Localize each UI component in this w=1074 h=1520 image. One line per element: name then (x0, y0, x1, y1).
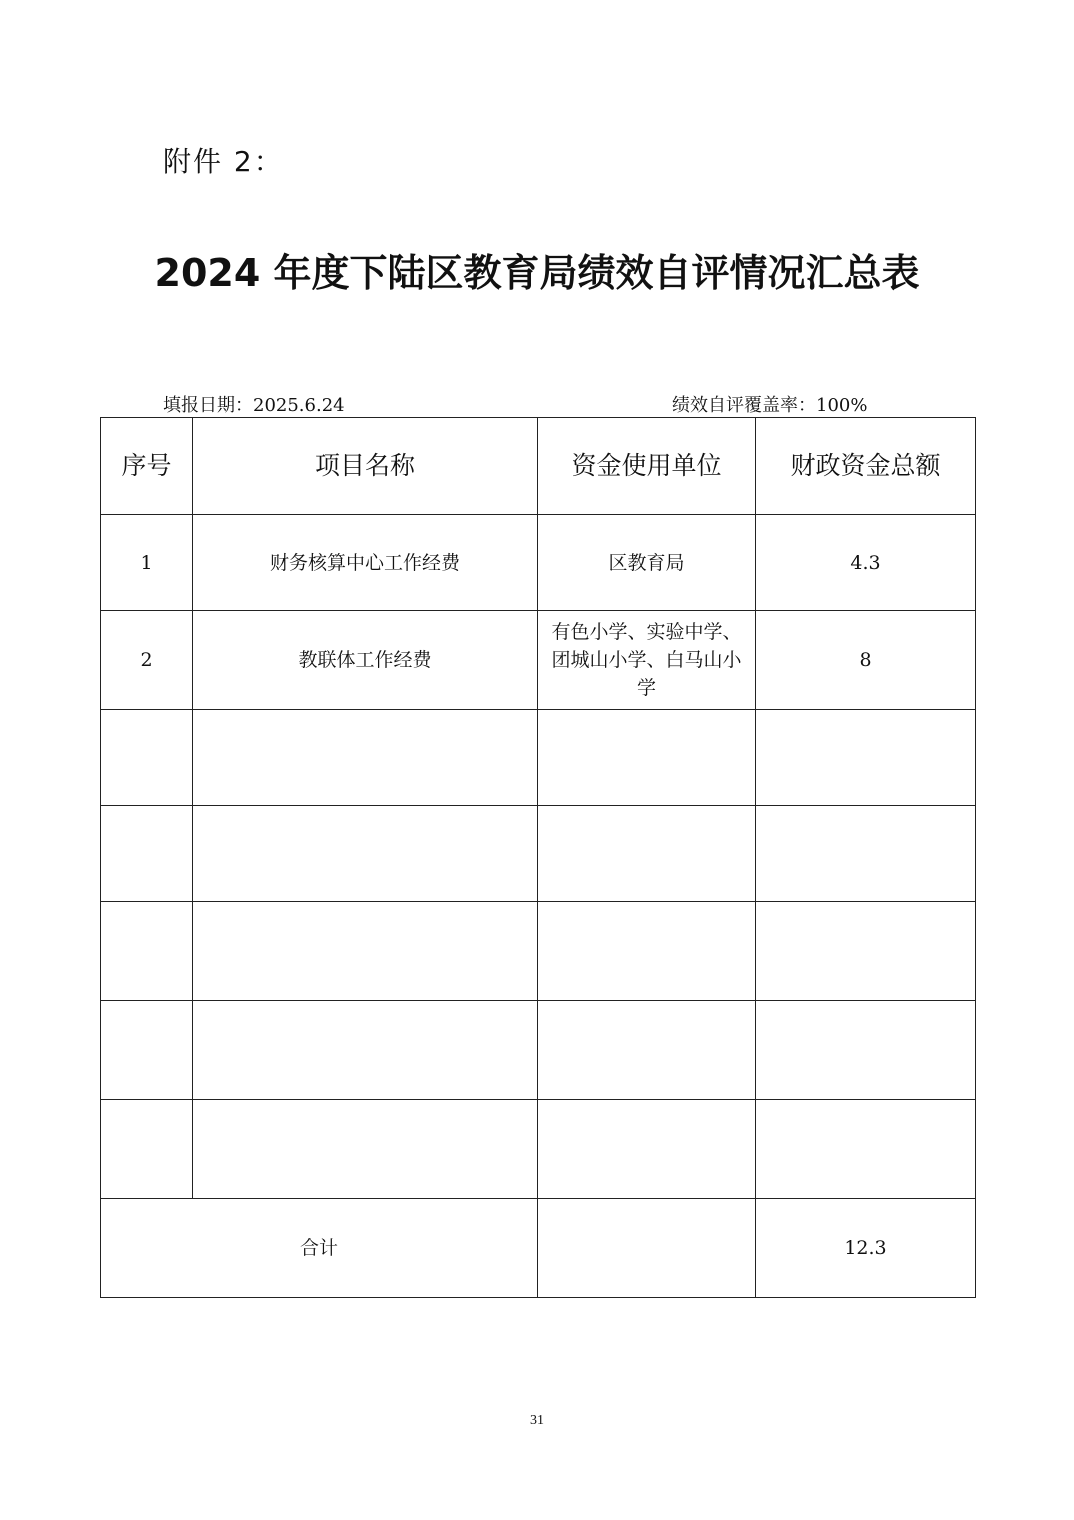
cell-no: 2 (101, 611, 193, 710)
page-number: 31 (530, 1413, 544, 1428)
attachment-label: 附件 2： (163, 145, 284, 178)
total-amount: 12.3 (756, 1199, 976, 1298)
cell-project (193, 902, 538, 1001)
page-title: 2024 年度下陆区教育局绩效自评情况汇总表 (154, 251, 920, 295)
cell-amount (756, 1001, 976, 1100)
total-row (101, 1199, 976, 1298)
cell-no (101, 902, 193, 1001)
cell-amount: 4.3 (756, 515, 976, 611)
fill-date: 填报日期：2025.6.24 (163, 395, 345, 416)
cell-unit (538, 806, 756, 902)
cell-no (101, 1001, 193, 1100)
table-row (101, 902, 976, 1001)
table-row (101, 1100, 976, 1199)
table-row (101, 806, 976, 902)
cell-project (193, 806, 538, 902)
summary-table (100, 417, 976, 1298)
cell-amount (756, 1100, 976, 1199)
cell-unit (538, 1100, 756, 1199)
cell-unit: 有色小学、实验中学、团城山小学、白马山小学 (538, 611, 756, 710)
cell-amount (756, 710, 976, 806)
coverage-rate: 绩效自评覆盖率：100% (672, 395, 868, 416)
cell-no: 1 (101, 515, 193, 611)
header-amount: 财政资金总额 (756, 418, 976, 515)
header-unit: 资金使用单位 (538, 418, 756, 515)
cell-unit (538, 1001, 756, 1100)
cell-unit (538, 902, 756, 1001)
cell-project (193, 710, 538, 806)
cell-unit (538, 710, 756, 806)
table-row (101, 611, 976, 710)
cell-amount (756, 806, 976, 902)
header-no: 序号 (101, 418, 193, 515)
cell-amount: 8 (756, 611, 976, 710)
cell-project: 教联体工作经费 (193, 611, 538, 710)
cell-no (101, 1100, 193, 1199)
table-row (101, 710, 976, 806)
cell-no (101, 710, 193, 806)
table-row (101, 515, 976, 611)
cell-project: 财务核算中心工作经费 (193, 515, 538, 611)
cell-project (193, 1001, 538, 1100)
table-header-row (101, 418, 976, 515)
total-unit (538, 1199, 756, 1298)
cell-no (101, 806, 193, 902)
cell-unit: 区教育局 (538, 515, 756, 611)
cell-project (193, 1100, 538, 1199)
table-row (101, 1001, 976, 1100)
total-label: 合计 (101, 1199, 538, 1298)
cell-amount (756, 902, 976, 1001)
header-project: 项目名称 (193, 418, 538, 515)
